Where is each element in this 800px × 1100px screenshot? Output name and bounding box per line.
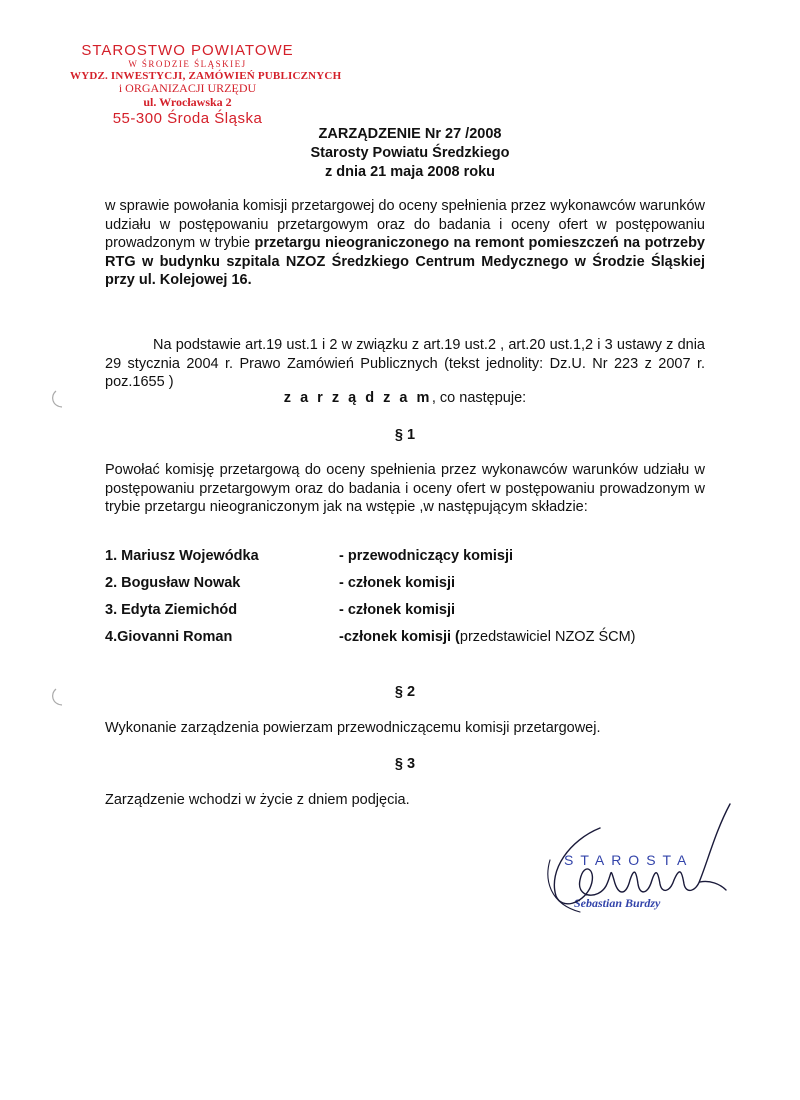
member-role-label: -członek komisji ( [339, 629, 460, 645]
legal-basis-text: Na podstawie art.19 ust.1 i 2 w związku z art.19 ust.2 , art.20 ust.1,2 i 3 ustawy z dnia 29 stycznia 2004 r. Prawo Zamówień Publicznych (tekst jednolity: Dz.U. Nr 223 z 2007 r. poz.1655 ) [105, 337, 705, 391]
member-role [339, 629, 636, 645]
section-2-mark: § 2 [394, 684, 416, 700]
stamp-line-4: i ORGANIZACJI URZĘDU [118, 81, 257, 96]
member-row [105, 629, 725, 656]
subject-plain: w sprawie powołania komisji przetargowej do oceny spełnienia przez wykonawców warunków udziału w postępowaniu przetargowym oraz do badania i oceny ofert w postępowaniu prowadzonym w trybie [105, 198, 705, 252]
signature-block [540, 800, 740, 920]
section-3-mark: § 3 [394, 756, 416, 772]
document-date: z dnia 21 maja 2008 roku [324, 163, 496, 180]
stamp-line-1: STAROSTWO POWIATOWE [81, 42, 294, 59]
member-note: przedstawiciel NZOZ ŚCM) [459, 629, 636, 645]
decree-line [105, 389, 705, 408]
member-row [105, 602, 725, 629]
stamp-line-5: ul. Wrocławska 2 [143, 95, 232, 110]
member-name: 4.Giovanni Roman [105, 629, 233, 645]
section-1-mark: § 1 [394, 427, 416, 443]
member-role: - członek komisji [339, 602, 456, 618]
stamp-line-3: WYDZ. INWESTYCJI, ZAMÓWIEŃ PUBLICZNYCH [70, 69, 342, 82]
committee-members-list [105, 548, 725, 656]
decree-rest: , co następuje: [431, 390, 527, 406]
document-header [230, 125, 590, 182]
member-name: 3. Edyta Ziemichód [105, 602, 238, 618]
handwritten-signature [540, 800, 740, 920]
member-role: - przewodniczący komisji [339, 548, 514, 564]
member-row [105, 548, 725, 575]
section-1-text: Powołać komisję przetargową do oceny spełnienia przez wykonawców warunków udziału w postępowaniu przetargowym oraz do badania i oceny ofert w postępowaniu prowadzonym w trybie przetargu nieograniczonym jak na wstępie ,w następującym składzie: [105, 462, 705, 516]
office-stamp [70, 42, 342, 127]
signature-stamp-title: STAROSTA [564, 852, 694, 868]
document-issuer: Starosty Powiatu Średzkiego [310, 144, 510, 161]
punch-hole-mark [48, 686, 70, 708]
member-name: 1. Mariusz Wojewódka [105, 548, 259, 564]
stamp-line-6: 55-300 Środa Śląska [112, 109, 263, 127]
subject-paragraph [105, 197, 705, 290]
subject-bold: przetargu nieograniczonego na remont pomieszczeń na potrzeby RTG w budynku szpitala NZOZ Średzkiego Centrum Medycznego w Środzie Śląskiej przy ul. Kolejowej 16. [105, 235, 705, 289]
member-row [105, 575, 725, 602]
stamp-line-2: W ŚRODZIE ŚLĄSKIEJ [128, 59, 247, 70]
member-name: 2. Bogusław Nowak [105, 575, 241, 591]
document-title: ZARZĄDZENIE Nr 27 /2008 [318, 126, 502, 142]
section-3-text: Zarządzenie wchodzi w życie z dniem podjęcia. [105, 792, 410, 808]
section-2-text: Wykonanie zarządzenia powierzam przewodniczącemu komisji przetargowej. [105, 720, 601, 736]
signature-stamp-name: Sebastian Burdzy [574, 896, 661, 910]
member-role: - członek komisji [339, 575, 456, 591]
decree-word: z a r z ą d z a m [283, 390, 432, 406]
punch-hole-mark [48, 388, 70, 410]
legal-basis-paragraph [105, 336, 705, 392]
